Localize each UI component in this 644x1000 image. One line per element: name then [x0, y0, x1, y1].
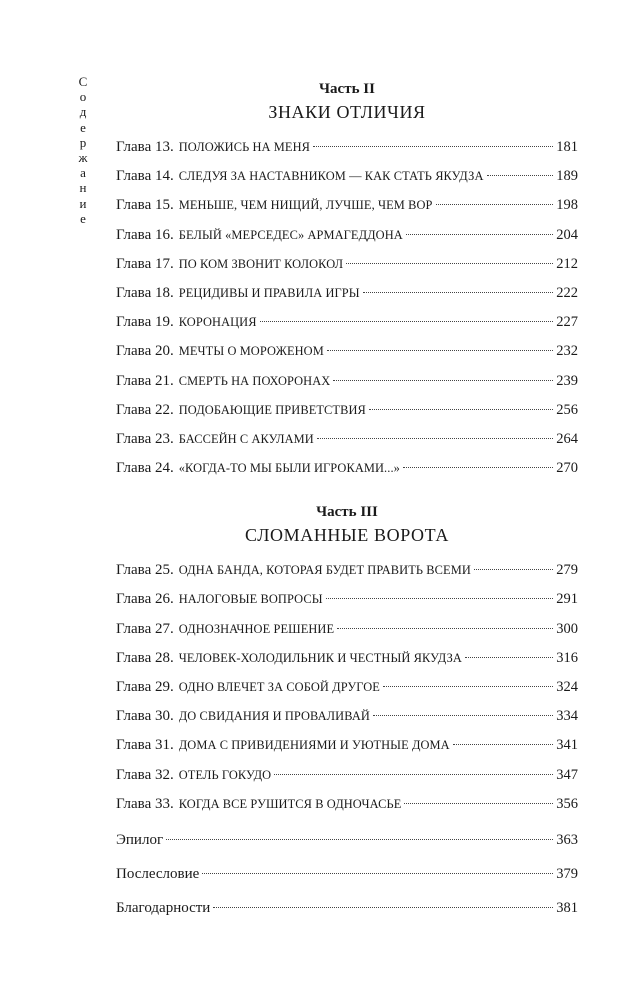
chapter-title: ПО КОМ ЗВОНИТ КОЛОКОЛ	[178, 256, 344, 271]
toc-entry[interactable]	[116, 615, 578, 644]
dot-leader	[333, 380, 553, 381]
page-number: 316	[556, 649, 578, 666]
chapter-number: Глава 28.	[116, 649, 174, 666]
dot-leader	[327, 350, 553, 351]
page-number: 334	[556, 708, 578, 725]
back-matter-list	[116, 823, 578, 925]
toc-entry[interactable]	[116, 585, 578, 614]
dot-leader	[274, 774, 553, 775]
dot-leader	[317, 438, 553, 439]
chapter-number: Глава 25.	[116, 562, 174, 579]
toc-entry[interactable]	[116, 133, 578, 162]
page-number: 204	[556, 226, 578, 243]
chapter-title: ОДНОЗНАЧНОЕ РЕШЕНИЕ	[178, 621, 335, 636]
chapter-number: Глава 13.	[116, 139, 174, 155]
page-number: 239	[556, 372, 578, 389]
chapter-number: Глава 18.	[116, 284, 174, 301]
side-label-letter: н	[79, 180, 87, 196]
side-label-letter: а	[80, 165, 86, 181]
chapter-title: СЛЕДУЯ ЗА НАСТАВНИКОМ — КАК СТАТЬ ЯКУДЗА	[178, 169, 484, 184]
side-label-letter: и	[79, 195, 87, 211]
dot-leader	[436, 204, 554, 205]
chapter-title: ПОЛОЖИСЬ НА МЕНЯ	[178, 140, 310, 154]
dot-leader	[213, 907, 553, 908]
chapter-number: Глава 23.	[116, 430, 174, 447]
toc-entry[interactable]	[116, 702, 578, 731]
back-matter-title: Эпилог	[116, 831, 164, 848]
toc-entry[interactable]	[116, 454, 578, 483]
dot-leader	[474, 569, 553, 570]
toc-entry[interactable]	[116, 279, 578, 308]
chapter-number: Глава 14.	[116, 168, 174, 185]
dot-leader	[363, 292, 554, 293]
toc-entry[interactable]	[116, 673, 578, 702]
dot-leader	[383, 686, 553, 687]
side-label-letter: д	[79, 104, 87, 120]
dot-leader	[403, 467, 553, 468]
part-title: СЛОМАННЫЕ ВОРОТА	[245, 525, 449, 546]
toc-entry[interactable]	[116, 891, 578, 925]
chapter-title: НАЛОГОВЫЕ ВОПРОСЫ	[178, 592, 323, 607]
side-label-letter: е	[80, 210, 86, 226]
chapter-title: ПОДОБАЮЩИЕ ПРИВЕТСТВИЯ	[178, 402, 366, 417]
toc-entry[interactable]	[116, 308, 578, 337]
chapter-title: ОТЕЛЬ ГОКУДО	[178, 767, 272, 782]
chapter-list	[116, 133, 578, 483]
part-section	[116, 80, 578, 483]
page-number: 264	[556, 430, 578, 447]
page-number: 381	[556, 899, 578, 916]
dot-leader	[326, 598, 554, 599]
toc-entry[interactable]	[116, 250, 578, 279]
chapter-title: ДОМА С ПРИВИДЕНИЯМИ И УЮТНЫЕ ДОМА	[178, 738, 450, 753]
dot-leader	[487, 175, 554, 176]
dot-leader	[369, 409, 553, 410]
page-number: 356	[556, 795, 578, 812]
chapter-number: Глава 33.	[116, 795, 174, 812]
page-number: 198	[556, 197, 578, 214]
dot-leader	[465, 657, 553, 658]
chapter-title: КОГДА ВСЕ РУШИТСЯ В ОДНОЧАСЬЕ	[178, 796, 402, 811]
toc-entry[interactable]	[116, 556, 578, 585]
chapter-number: Глава 30.	[116, 708, 174, 725]
dot-leader	[202, 873, 553, 874]
part-header: Часть III	[316, 504, 378, 521]
chapter-list	[116, 556, 578, 819]
page-number: 222	[556, 284, 578, 301]
chapter-number: Глава 26.	[116, 591, 174, 608]
page-number: 181	[556, 139, 578, 155]
chapter-title: ОДНА БАНДА, КОТОРАЯ БУДЕТ ПРАВИТЬ ВСЕМИ	[178, 563, 471, 578]
toc-entry[interactable]	[116, 731, 578, 760]
page-number: 300	[556, 620, 578, 637]
page-number: 189	[556, 168, 578, 185]
part-title: ЗНАКИ ОТЛИЧИЯ	[268, 102, 426, 122]
chapter-number: Глава 20.	[116, 343, 174, 360]
toc-entry[interactable]	[116, 790, 578, 819]
toc-entry[interactable]	[116, 191, 578, 220]
part-header: Часть II	[319, 81, 375, 97]
dot-leader	[373, 715, 553, 716]
chapter-title: ОДНО ВЛЕЧЕТ ЗА СОБОЙ ДРУГОЕ	[178, 680, 380, 694]
toc-entry[interactable]	[116, 337, 578, 366]
chapter-number: Глава 22.	[116, 401, 174, 418]
chapter-number: Глава 21.	[116, 372, 174, 389]
chapter-title: КОРОНАЦИЯ	[178, 315, 257, 330]
page-number: 291	[556, 591, 578, 608]
dot-leader	[346, 263, 553, 264]
chapter-title: СМЕРТЬ НА ПОХОРОНАХ	[178, 373, 331, 388]
page-number: 324	[556, 679, 578, 695]
side-label-letter: о	[79, 89, 87, 105]
toc-entry[interactable]	[116, 425, 578, 454]
back-matter-title: Послесловие	[116, 865, 200, 882]
page-number: 270	[556, 460, 578, 477]
chapter-title: МЕНЬШЕ, ЧЕМ НИЩИЙ, ЛУЧШЕ, ЧЕМ ВОР	[178, 198, 433, 213]
chapter-number: Глава 17.	[116, 255, 174, 272]
toc-entry[interactable]	[116, 823, 578, 857]
side-label-letter: ж	[78, 150, 88, 166]
chapter-title: «КОГДА-ТО МЫ БЫЛИ ИГРОКАМИ...»	[178, 461, 400, 476]
toc-entry[interactable]	[116, 644, 578, 673]
back-matter-title: Благодарности	[116, 899, 211, 916]
dot-leader	[337, 628, 553, 629]
chapter-title: ДО СВИДАНИЯ И ПРОВАЛИВАЙ	[178, 709, 370, 724]
chapter-number: Глава 29.	[116, 679, 174, 695]
page-number: 227	[556, 314, 578, 331]
page-number: 232	[556, 343, 578, 360]
page-number: 279	[556, 562, 578, 579]
toc-entry[interactable]	[116, 221, 578, 250]
chapter-title: БЕЛЫЙ «МЕРСЕДЕС» АРМАГЕДДОНА	[178, 227, 403, 242]
dot-leader	[313, 146, 553, 147]
chapter-number: Глава 19.	[116, 314, 174, 331]
part-section	[116, 503, 578, 925]
toc-entry[interactable]	[116, 761, 578, 790]
dot-leader	[166, 839, 553, 840]
chapter-number: Глава 16.	[116, 226, 174, 243]
dot-leader	[453, 744, 554, 745]
chapter-number: Глава 32.	[116, 766, 174, 783]
chapter-number: Глава 27.	[116, 620, 174, 637]
page-number: 341	[556, 737, 578, 754]
section-side-label	[76, 74, 90, 226]
side-label-letter: р	[79, 134, 87, 150]
toc-entry[interactable]	[116, 162, 578, 191]
toc-entry[interactable]	[116, 396, 578, 425]
chapter-title: РЕЦИДИВЫ И ПРАВИЛА ИГРЫ	[178, 285, 360, 300]
chapter-number: Глава 15.	[116, 197, 174, 214]
dot-leader	[404, 803, 553, 804]
table-of-contents	[116, 80, 578, 925]
page-number: 379	[556, 865, 578, 882]
side-label-letter: е	[80, 119, 86, 135]
dot-leader	[260, 321, 554, 322]
page-number: 363	[556, 831, 578, 848]
chapter-number: Глава 31.	[116, 737, 174, 754]
chapter-number: Глава 24.	[116, 460, 174, 477]
page-number: 347	[556, 766, 578, 783]
chapter-title: БАССЕЙН С АКУЛАМИ	[178, 431, 314, 446]
page-number: 212	[556, 255, 578, 272]
toc-entry[interactable]	[116, 367, 578, 396]
toc-entry[interactable]	[116, 857, 578, 891]
chapter-title: МЕЧТЫ О МОРОЖЕНОМ	[178, 344, 324, 359]
chapter-title: ЧЕЛОВЕК-ХОЛОДИЛЬНИК И ЧЕСТНЫЙ ЯКУДЗА	[178, 650, 462, 665]
dot-leader	[406, 234, 553, 235]
page-number: 256	[556, 401, 578, 418]
side-label-letter: С	[78, 74, 88, 89]
